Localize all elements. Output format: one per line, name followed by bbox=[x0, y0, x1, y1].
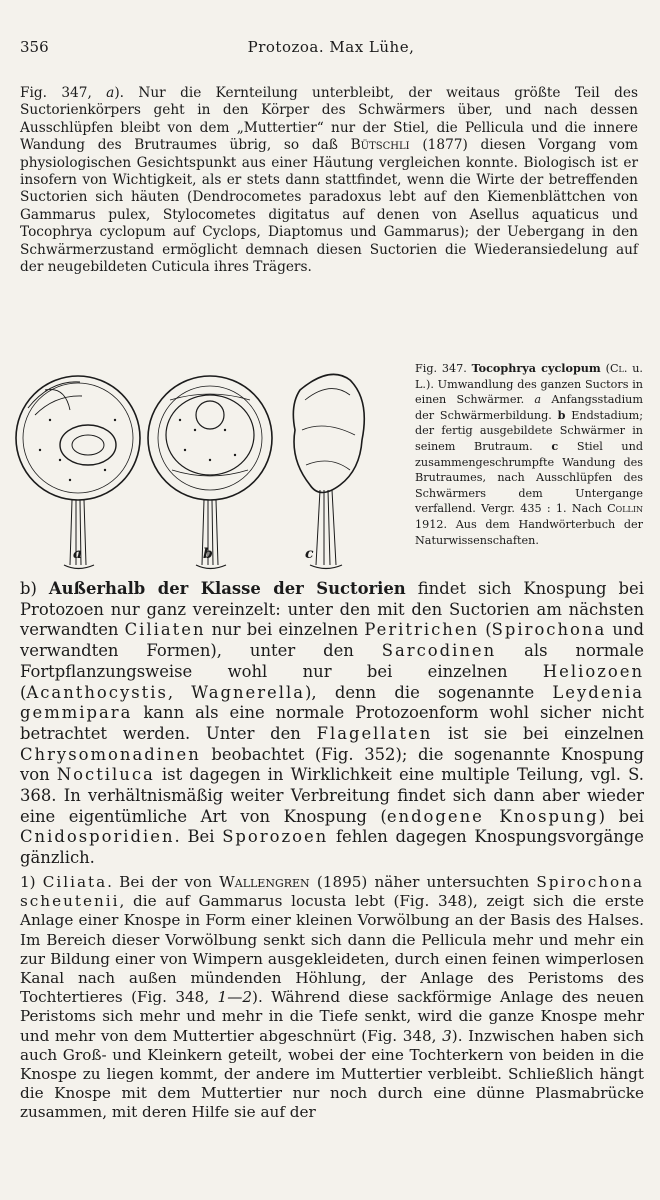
figure-c-drawing bbox=[293, 374, 364, 568]
text-run: ist dagegen in Wirklichkeit eine multiple Teilung, vgl. S. 368. In verhältnismäßig weiter Verbreitung findet sich dann aber wieder eine eigentümliche Art von Knospung ( bbox=[20, 765, 644, 826]
text-run: ist sie bei einzelnen bbox=[432, 723, 644, 743]
spaced-term: Flagellaten bbox=[316, 723, 433, 743]
figure-ref-number: 1—2 bbox=[217, 988, 253, 1007]
spaced-term: Ciliaten bbox=[124, 620, 206, 640]
text-run: ). Nur die Kernteilung unterbleibt, der weitaus größte Teil des Suctorienkörpers geht in den Körper des Schwärmers über, und nach dessen Ausschlüpfen bleibt von dem „Muttertier“ nur der Stiel, die Pellicula und die innere Wandung des Brutraumes übrig, so daß bbox=[20, 85, 638, 154]
spaced-term: Heliozoen bbox=[542, 661, 644, 681]
paragraph-1 bbox=[20, 85, 638, 276]
paragraph-2 bbox=[20, 579, 644, 869]
spaced-term: Acanthocystis bbox=[26, 682, 168, 702]
author-name: L. bbox=[415, 377, 426, 391]
text-run: fehlen dagegen Knospungsvorgänge gänzlich. bbox=[20, 827, 644, 868]
author-name: Collin bbox=[607, 502, 643, 516]
text-run: 1) bbox=[20, 873, 43, 891]
text-run: (1895) näher untersuchten bbox=[309, 873, 537, 891]
spaced-term: Peritrichen bbox=[364, 620, 480, 640]
page-number: 356 bbox=[20, 38, 49, 56]
section-heading-inline: Außerhalb der Klasse der Suctorien bbox=[48, 579, 406, 598]
figure-ref-number: 3 bbox=[442, 1026, 452, 1045]
text-run: u. bbox=[627, 362, 643, 375]
spaced-term: Spirochona bbox=[491, 620, 607, 640]
text-run: Stiel und zusammengeschrumpfte Wandung des Brutraumes, nach Ausschlüpfen des Schwärmers dem Untergange verfallend. Vergr. 435 : 1. Nach bbox=[415, 439, 643, 516]
text-run: ). Umwandlung des ganzen Suctors in einen Schwärmer. bbox=[415, 377, 643, 407]
text-run: kann als eine normale Protozoenform wohl sicher nicht betrachtet werden. Unter den bbox=[20, 703, 644, 743]
figure-label-b: b bbox=[203, 546, 213, 562]
text-run: als normale Fortpflanzungsweise wohl nur bei einzelnen bbox=[20, 641, 644, 681]
text-run: Fig. 347, bbox=[20, 85, 107, 101]
author-name: Bütschli bbox=[350, 137, 410, 154]
caption-letter: b bbox=[557, 407, 566, 422]
text-run: , bbox=[167, 682, 192, 702]
text-run: ( bbox=[479, 620, 492, 640]
caption-letter: a bbox=[534, 393, 542, 407]
text-run: 1912. Aus dem Handwörterbuch der Naturwissenschaften. bbox=[415, 517, 643, 547]
spaced-term: endogene Knospung bbox=[386, 806, 599, 826]
figure-b-drawing bbox=[148, 376, 272, 569]
spaced-term: Wagnerella bbox=[191, 682, 306, 702]
text-run: Fig. 347. bbox=[415, 362, 472, 375]
author-name: Cl. bbox=[609, 362, 628, 375]
text-run: ). Während diese sackförmige Anlage des neuen Peristoms sich mehr und mehr in die Tiefe senkt, wird die ganze Knospe mehr und mehr von dem Muttertier abgeschnürt (Fig. 348, bbox=[20, 988, 644, 1045]
text-run: Endstadium; der fertig ausgebildete Schwärmer in seinem Brutraum. bbox=[415, 408, 644, 453]
figure-caption bbox=[415, 361, 643, 548]
text-run: , die auf Gammarus locusta lebt (Fig. 348), zeigt sich die erste Anlage einer Knospe in Form einer kleinen Vorwölbung an der Basis des Halses. Im Bereich dieser Vorwölbung senkt sich dann die Pellicula mehr und mehr ein zur Bildung einer von Wimpern ausgekleideten, durch einen feinen wimperlosen Kanal nach außen mündenden Höhlung, der Anlage des Peristoms des Tochtertieres (Fig. 348, bbox=[20, 892, 644, 1007]
text-run: ( bbox=[600, 362, 610, 375]
text-run: . Bei der von bbox=[107, 873, 220, 891]
spaced-term: Sarcodinen bbox=[381, 641, 497, 661]
text-run: ), denn die sogenannte bbox=[305, 682, 553, 702]
spaced-term: Sporozoen bbox=[222, 827, 329, 847]
page-header bbox=[20, 38, 642, 62]
text-run: ) bei bbox=[598, 806, 645, 826]
spaced-term: Cnidosporidien bbox=[20, 827, 175, 847]
figure-ref-letter: a bbox=[106, 85, 115, 101]
paragraph-3 bbox=[20, 873, 644, 1123]
text-run: b) bbox=[20, 579, 49, 598]
text-run: nur bei einzelnen bbox=[205, 620, 365, 640]
text-run: . Bei bbox=[174, 827, 223, 847]
text-run: und verwandten Formen), unter den bbox=[20, 620, 644, 661]
caption-title: Tocophrya cyclopum bbox=[471, 361, 601, 375]
text-run: beobachtet (Fig. 352); die sogenannte Knospung von bbox=[20, 744, 644, 785]
text-run: ( bbox=[20, 682, 27, 702]
figure-label-a: a bbox=[73, 546, 83, 562]
text-run: ). Inzwischen haben sich auch Groß- und Kleinkern geteilt, wobei der eine Tochterkern von beiden in die Knospe zu liegen kommt, der andere im Muttertier verbleibt. Schließlich hängt die Knospe mit dem Muttertier nur noch durch eine dünne Plasmabrücke zusammen, mit deren Hilfe sie auf der bbox=[20, 1026, 644, 1122]
spaced-term: Chrysomonadinen bbox=[20, 744, 201, 764]
text-run: findet sich Knospung bei Protozoen nur ganz vereinzelt: unter den mit den Suctorien am nächsten verwandten bbox=[20, 579, 644, 640]
figure-label-c: c bbox=[305, 546, 314, 562]
spaced-term: Leydenia gemmipara bbox=[20, 682, 644, 723]
text-run: Anfangsstadium der Schwärmerbildung. bbox=[415, 393, 643, 422]
spaced-term: Spirochona scheutenii bbox=[20, 873, 645, 911]
running-title: Protozoa. Max Lühe, bbox=[247, 38, 415, 56]
figure-a-drawing bbox=[16, 376, 140, 569]
author-name: Wallengren bbox=[219, 873, 310, 891]
caption-letter: c bbox=[551, 438, 559, 453]
text-run: (1877) diesen Vorgang vom physiologischen Gesichtspunkt aus einer Häutung vergleichen konnte. Biologisch ist er insofern von Wichtigkeit, als er stets dann stattfindet, wenn die Wirte der betreffenden Suctorien sich häuten (Dendrocometes paradoxus lebt auf den Kiemenblättchen von Gammarus pulex, Stylocometes digitatus auf denen von Asellus aquaticus und Tocophrya cyclopum auf Cyclops, Diaptomus und Gammarus); der Uebergang in den Schwärmerzustand ermöglicht demnach diesen Suctorien die Wiederansiedelung auf der neugebildeten Cuticula ihres Trägers. bbox=[20, 137, 638, 276]
spaced-term: Noctiluca bbox=[56, 765, 155, 785]
spaced-term: Ciliata bbox=[42, 873, 108, 891]
